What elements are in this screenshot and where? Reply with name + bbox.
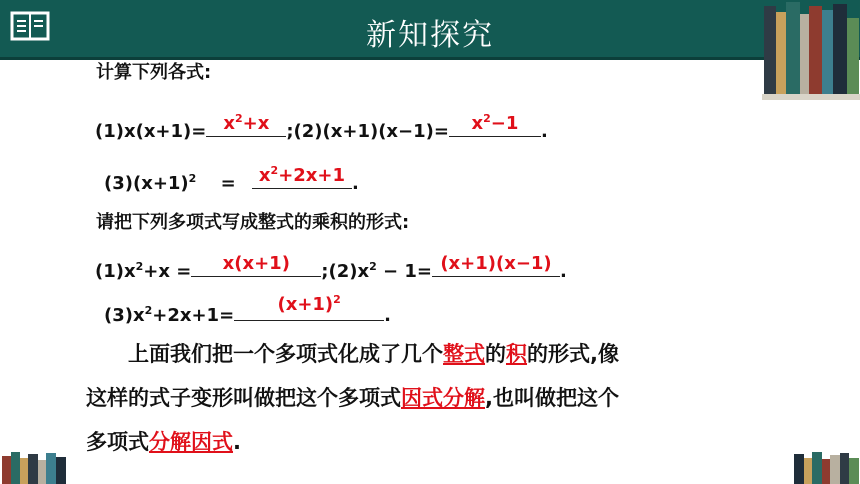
fq2-sup: 2 bbox=[369, 260, 377, 273]
bookshelf-icon bbox=[762, 0, 860, 110]
q2-prefix: (2)(x+1)(x−1)= bbox=[293, 121, 449, 142]
fq3-sup: 2 bbox=[144, 304, 153, 317]
fq1-prefix-tail: +x = bbox=[143, 261, 192, 282]
factor-line-3 bbox=[104, 293, 391, 327]
header-divider bbox=[0, 57, 860, 60]
line-end: . bbox=[384, 305, 391, 326]
paragraph-line-2 bbox=[86, 384, 619, 412]
question-line-1 bbox=[95, 112, 548, 143]
bookshelf-icon bbox=[792, 450, 860, 484]
fq3-prefix: (3)x bbox=[104, 305, 145, 326]
fq1-prefix: (1)x bbox=[95, 261, 136, 282]
para-text: . bbox=[233, 430, 241, 454]
highlight-term: 整式 bbox=[443, 342, 485, 366]
line-end: . bbox=[351, 173, 359, 194]
answer-blank bbox=[449, 112, 541, 137]
q3-sup: 2 bbox=[188, 172, 197, 185]
paragraph-line-3 bbox=[86, 428, 241, 456]
fq2-prefix-tail: − 1= bbox=[376, 261, 432, 282]
answer-text: x(x+1) bbox=[222, 253, 290, 274]
answer-blank bbox=[206, 112, 286, 137]
bookshelf-icon bbox=[0, 450, 68, 484]
para-text: 多项式 bbox=[86, 430, 149, 454]
line-end: . bbox=[559, 261, 567, 282]
para-text: 的 bbox=[485, 342, 506, 366]
line-end: . bbox=[540, 121, 548, 142]
fq3-prefix-tail: +2x+1= bbox=[152, 305, 235, 326]
para-text: ,也叫做把这个 bbox=[485, 386, 619, 410]
answer-text: $x^2+x$ bbox=[223, 112, 270, 134]
answer-blank bbox=[432, 253, 560, 277]
highlight-term: 积 bbox=[506, 342, 527, 366]
para-text: 的形式,像 bbox=[527, 342, 619, 366]
para-text: 这样的式子变形叫做把这个多项式 bbox=[86, 386, 401, 410]
answer-text: $x^2+2x+1$ bbox=[258, 164, 346, 186]
section1-heading: 计算下列各式: bbox=[96, 62, 212, 83]
separator: ; bbox=[286, 121, 294, 142]
factor-line-1 bbox=[95, 253, 567, 283]
highlight-term: 因式分解 bbox=[401, 386, 485, 410]
fq2-prefix: (2)x bbox=[328, 261, 370, 282]
answer-text: $x^2-1$ bbox=[471, 112, 519, 134]
answer-text: $(x+1)^2$ bbox=[277, 293, 341, 315]
answer-blank bbox=[191, 253, 321, 277]
answer-text: (x+1)(x−1) bbox=[440, 253, 552, 274]
para-text: 上面我们把一个多项式化成了几个 bbox=[128, 342, 443, 366]
separator: ; bbox=[321, 261, 329, 282]
question-line-3 bbox=[104, 164, 359, 195]
q1-prefix: (1)x(x+1)= bbox=[95, 121, 207, 142]
fq1-sup: 2 bbox=[135, 260, 144, 273]
highlight-term: 分解因式 bbox=[149, 430, 233, 454]
page-title: 新知探究 bbox=[366, 18, 494, 53]
paragraph-line-1 bbox=[128, 340, 619, 368]
q3-eq: = bbox=[220, 173, 236, 194]
q3-prefix: (3)(x+1) bbox=[104, 173, 189, 194]
section2-heading: 请把下列多项式写成整式的乘积的形式: bbox=[96, 212, 410, 233]
answer-blank bbox=[234, 293, 384, 321]
header-bar bbox=[0, 0, 860, 57]
answer-blank bbox=[252, 164, 352, 189]
